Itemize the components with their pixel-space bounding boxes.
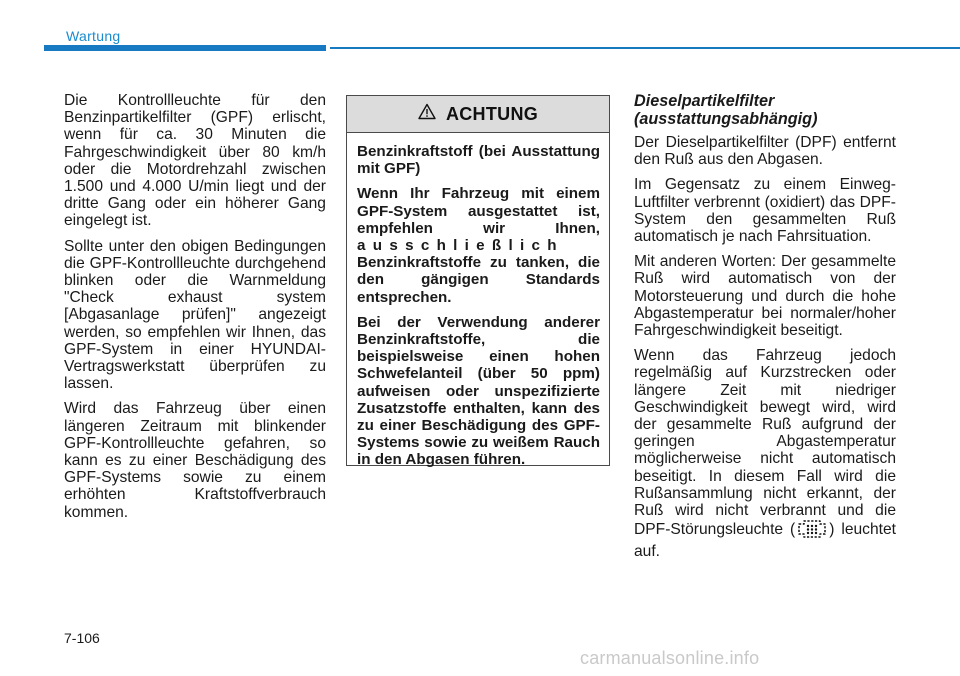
left-column [64, 92, 326, 529]
right-paragraph-2: Im Gegensatz zu einem Einweg-Luftfilter verbrennt (oxidiert) das DPF-System den gesammelten Ruß automatisch je nach Fahrsituation. [634, 176, 896, 246]
section-title: Wartung [66, 28, 121, 44]
caution-box [346, 95, 610, 469]
caution-p1-emphasis: ausschließlich [357, 237, 564, 255]
dpf-heading: Dieselpartikelfilter (ausstattungsabhängig) [634, 92, 818, 128]
caution-header [347, 96, 609, 133]
left-paragraph-2: Sollte unter den obigen Bedingungen die GPF-Kontrollleuchte durchgehend blinken oder die Warnmeldung "Check exhaust system [Abgasanlage prüfen]" angezeigt werden, so empfehlen wir Ihnen, das GPF-System in einer HYUNDAI-Vertragswerkstatt überprüfen zu lassen. [64, 237, 326, 393]
page-number: 7-106 [64, 630, 100, 646]
left-paragraph-3: Wird das Fahrzeug über einen längeren Zeitraum mit blinkender GPF-Kontrollleuchte gefahren, so kann es zu einer Beschädigung des GPF-Systems sowie zu einem erhöhten Kraftstoffverbrauch kommen. [64, 400, 326, 521]
caution-paragraph-1 [357, 185, 600, 305]
watermark: carmanualsonline.info [580, 648, 760, 668]
left-paragraph-1: Die Kontrollleuchte für den Benzinpartikelfilter (GPF) erlischt, wenn für ca. 30 Minuten die Fahrgeschwindigkeit über 80 km/h oder die Motordrehzahl zwischen 1.500 und 4.000 U/min liegt und der dritte Gang oder ein höherer Gang eingelegt ist. [64, 92, 326, 230]
right-p4-start: Wenn das Fahrzeug jedoch regelmäßig auf Kurzstrecken oder längere Zeit mit niedriger Geschwindigkeit bewegt wird, wird der gesammelte Ruß aufgrund der geringen Abgastemperatur möglicherweise nicht automatisch beseitigt. In diesem Fall wird die Rußansammlung nicht erkannt, der Ruß wird nicht verbrannt und die DPF-Störungsleuchte ( [634, 347, 896, 539]
caution-subtitle: Benzinkraftstoff (bei Ausstattung mit GPF) [357, 143, 600, 178]
header-rule-thick [44, 45, 326, 51]
warning-triangle-icon [418, 103, 436, 125]
right-paragraph-3: Mit anderen Worten: Der gesammelte Ruß wird automatisch von der Motorsteuerung und durch die hohe Abgastemperatur bei normaler/hoher Fahrgeschwindigkeit beseitigt. [634, 253, 896, 340]
caution-p1-end: Benzinkraftstoffe zu tanken, die den gängigen Standards entsprechen. [357, 254, 600, 306]
dpf-warning-icon [797, 519, 827, 543]
caution-title: ACHTUNG [445, 103, 539, 124]
caution-p1-start: Wenn Ihr Fahrzeug mit einem GPF-System ausgestattet ist, empfehlen wir Ihnen, [357, 185, 600, 237]
right-paragraph-1: Der Dieselpartikelfilter (DPF) entfernt den Ruß aus den Abgasen. [634, 134, 896, 169]
caution-body [347, 133, 609, 469]
caution-paragraph-2: Bei der Verwendung anderer Benzinkraftstoffe, die beispielsweise einen hohen Schwefelanteil (über 50 ppm) aufweisen oder unspezifizierte Zusatzstoffe enthalten, kann des zu einer Beschädigung des GPF-Systems sowie zu weißem Rauch in den Abgasen führen. [357, 313, 600, 469]
header-rule-thin [330, 47, 960, 49]
right-column [634, 93, 896, 569]
right-paragraph-4 [634, 347, 896, 560]
right-p4-end: ) leuchtet auf. [634, 521, 896, 561]
